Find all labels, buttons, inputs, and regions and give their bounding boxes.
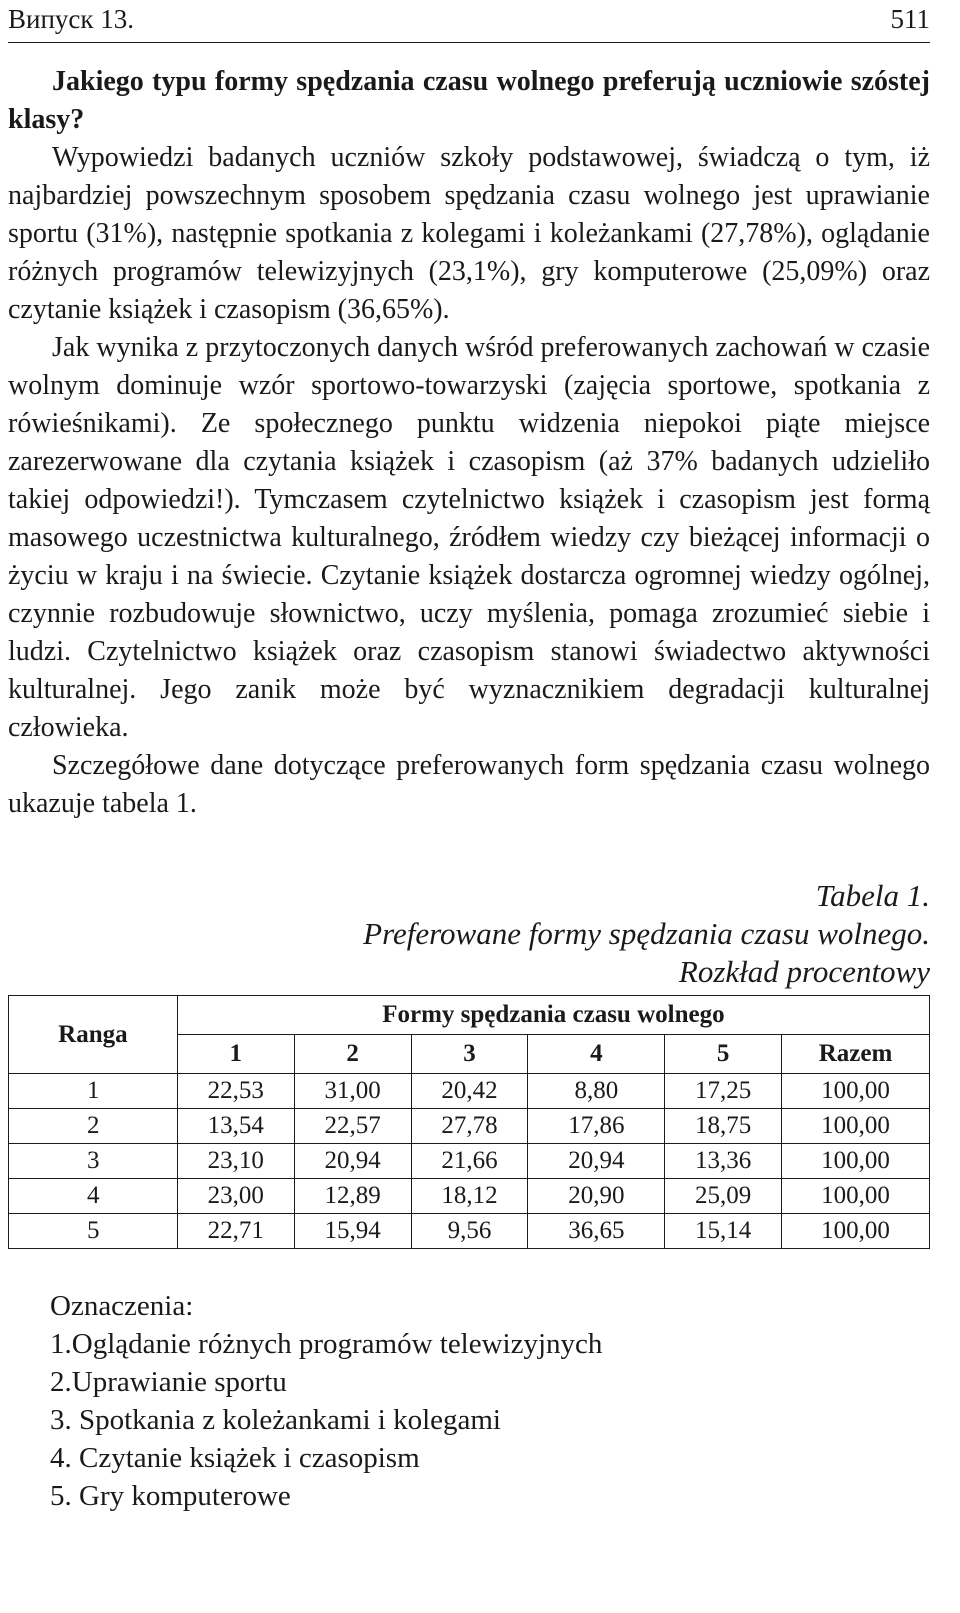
table-cell: 13,54 <box>177 1109 294 1144</box>
table-cell: 100,00 <box>782 1214 930 1249</box>
header-col-5: 5 <box>665 1035 782 1074</box>
table-cell: 25,09 <box>665 1179 782 1214</box>
table-cell: 2 <box>9 1109 178 1144</box>
table-cell: 36,65 <box>528 1214 665 1249</box>
table-cell: 4 <box>9 1179 178 1214</box>
table-row <box>9 1109 930 1144</box>
table-cell: 100,00 <box>782 1109 930 1144</box>
header-col-2: 2 <box>294 1035 411 1074</box>
table-cell: 21,66 <box>411 1144 528 1179</box>
table-cell: 17,86 <box>528 1109 665 1144</box>
table-cell: 1 <box>9 1074 178 1109</box>
table-cell: 20,94 <box>528 1144 665 1179</box>
table-cell: 3 <box>9 1144 178 1179</box>
table-cell: 13,36 <box>665 1144 782 1179</box>
header-col-4: 4 <box>528 1035 665 1074</box>
table-cell: 18,75 <box>665 1109 782 1144</box>
legend-item: 3. Spotkania z koleżankami i kolegami <box>50 1404 501 1436</box>
table-cell: 15,94 <box>294 1214 411 1249</box>
legend-item: 2.Uprawianie sportu <box>50 1366 287 1398</box>
table-cell: 100,00 <box>782 1074 930 1109</box>
table-cell: 100,00 <box>782 1179 930 1214</box>
legend-item: 1.Oglądanie różnych programów telewizyjnych <box>50 1328 603 1360</box>
header-group: Formy spędzania czasu wolnego <box>177 996 929 1035</box>
table-subtitle: Rozkład procentowy <box>678 954 930 989</box>
table-number: Tabela 1. <box>815 878 930 913</box>
table-cell: 17,25 <box>665 1074 782 1109</box>
table-cell: 5 <box>9 1214 178 1249</box>
table-cell: 9,56 <box>411 1214 528 1249</box>
table-cell: 20,90 <box>528 1179 665 1214</box>
table-cell: 20,42 <box>411 1074 528 1109</box>
page-number: 511 <box>890 4 930 34</box>
table-cell: 12,89 <box>294 1179 411 1214</box>
table-caption <box>8 877 930 991</box>
table-cell: 100,00 <box>782 1144 930 1179</box>
paragraph-1: Wypowiedzi badanych uczniów szkoły podstawowej, świadczą o tym, iż najbardziej powszechnym sposobem spędzania czasu wolnego jest uprawianie sportu (31%), następnie spotkania z kolegami i koleżankami (27,78%), oglądanie różnych programów telewizyjnych (23,1%), gry komputerowe (25,09%) oraz czytanie książek i czasopism (36,65%). <box>8 142 930 325</box>
table-row <box>9 1074 930 1109</box>
issue-label: Випуск 13. <box>8 4 135 34</box>
table-cell: 22,53 <box>177 1074 294 1109</box>
paragraph-3: Szczegółowe dane dotyczące preferowanych form spędzania czasu wolnego ukazuje tabela 1. <box>8 750 930 819</box>
table-row <box>9 1144 930 1179</box>
table-row <box>9 1214 930 1249</box>
section-heading: Jakiego typu formy spędzania czasu wolnego preferują uczniowie szóstej klasy? <box>8 66 930 135</box>
table-cell: 22,57 <box>294 1109 411 1144</box>
table-cell: 8,80 <box>528 1074 665 1109</box>
legend-item: 5. Gry komputerowe <box>50 1480 291 1512</box>
page <box>8 0 930 1515</box>
table-cell: 23,00 <box>177 1179 294 1214</box>
running-header <box>8 0 930 43</box>
table-cell: 27,78 <box>411 1109 528 1144</box>
header-rank: Ranga <box>9 996 178 1074</box>
header-col-1: 1 <box>177 1035 294 1074</box>
legend-title: Oznaczenia: <box>50 1290 194 1322</box>
table-cell: 22,71 <box>177 1214 294 1249</box>
table-row <box>9 1179 930 1214</box>
legend-item: 4. Czytanie książek i czasopism <box>50 1442 420 1474</box>
table-title: Preferowane formy spędzania czasu wolnego. <box>363 916 930 951</box>
table-header-row-1 <box>9 996 930 1035</box>
header-col-total: Razem <box>782 1035 930 1074</box>
table-cell: 18,12 <box>411 1179 528 1214</box>
header-col-3: 3 <box>411 1035 528 1074</box>
table-cell: 23,10 <box>177 1144 294 1179</box>
data-table <box>8 995 930 1249</box>
paragraph-2: Jak wynika z przytoczonych danych wśród preferowanych zachowań w czasie wolnym dominuje wzór sportowo-towarzyski (zajęcia sportowe, spotkania z rówieśnikami). Ze społecznego punktu widzenia niepokoi piąte miejsce zarezerwowane dla czytania książek i czasopism (aż 37% badanych udzieliło takiej odpowiedzi!). Tymczasem czytelnictwo książek i czasopism jest formą masowego uczestnictwa kulturalnego, źródłem wiedzy czy bieżącej informacji o życiu w kraju i na świecie. Czytanie książek dostarcza ogromnej wiedzy ogólnej, czynnie rozbudowuje słownictwo, uczy myślenia, pomaga zrozumieć siebie i ludzi. Czytelnictwo książek oraz czasopism stanowi świadectwo aktywności kulturalnej. Jego zanik może być wyznacznikiem degradacji kulturalnej człowieka. <box>8 332 930 743</box>
table-cell: 15,14 <box>665 1214 782 1249</box>
table-cell: 20,94 <box>294 1144 411 1179</box>
table-cell: 31,00 <box>294 1074 411 1109</box>
legend <box>8 1287 930 1515</box>
